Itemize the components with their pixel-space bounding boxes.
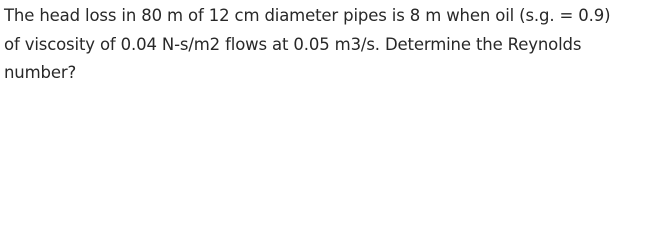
question-line-2: of viscosity of 0.04 N-s/m2 flows at 0.05 m3/s. Determine the Reynolds — [4, 34, 582, 54]
question-text — [4, 2, 664, 88]
question-line-3: number? — [4, 63, 77, 82]
question-line-1: The head loss in 80 m of 12 cm diameter pipes is 8 m when oil (s.g. = 0.9) — [4, 6, 611, 25]
